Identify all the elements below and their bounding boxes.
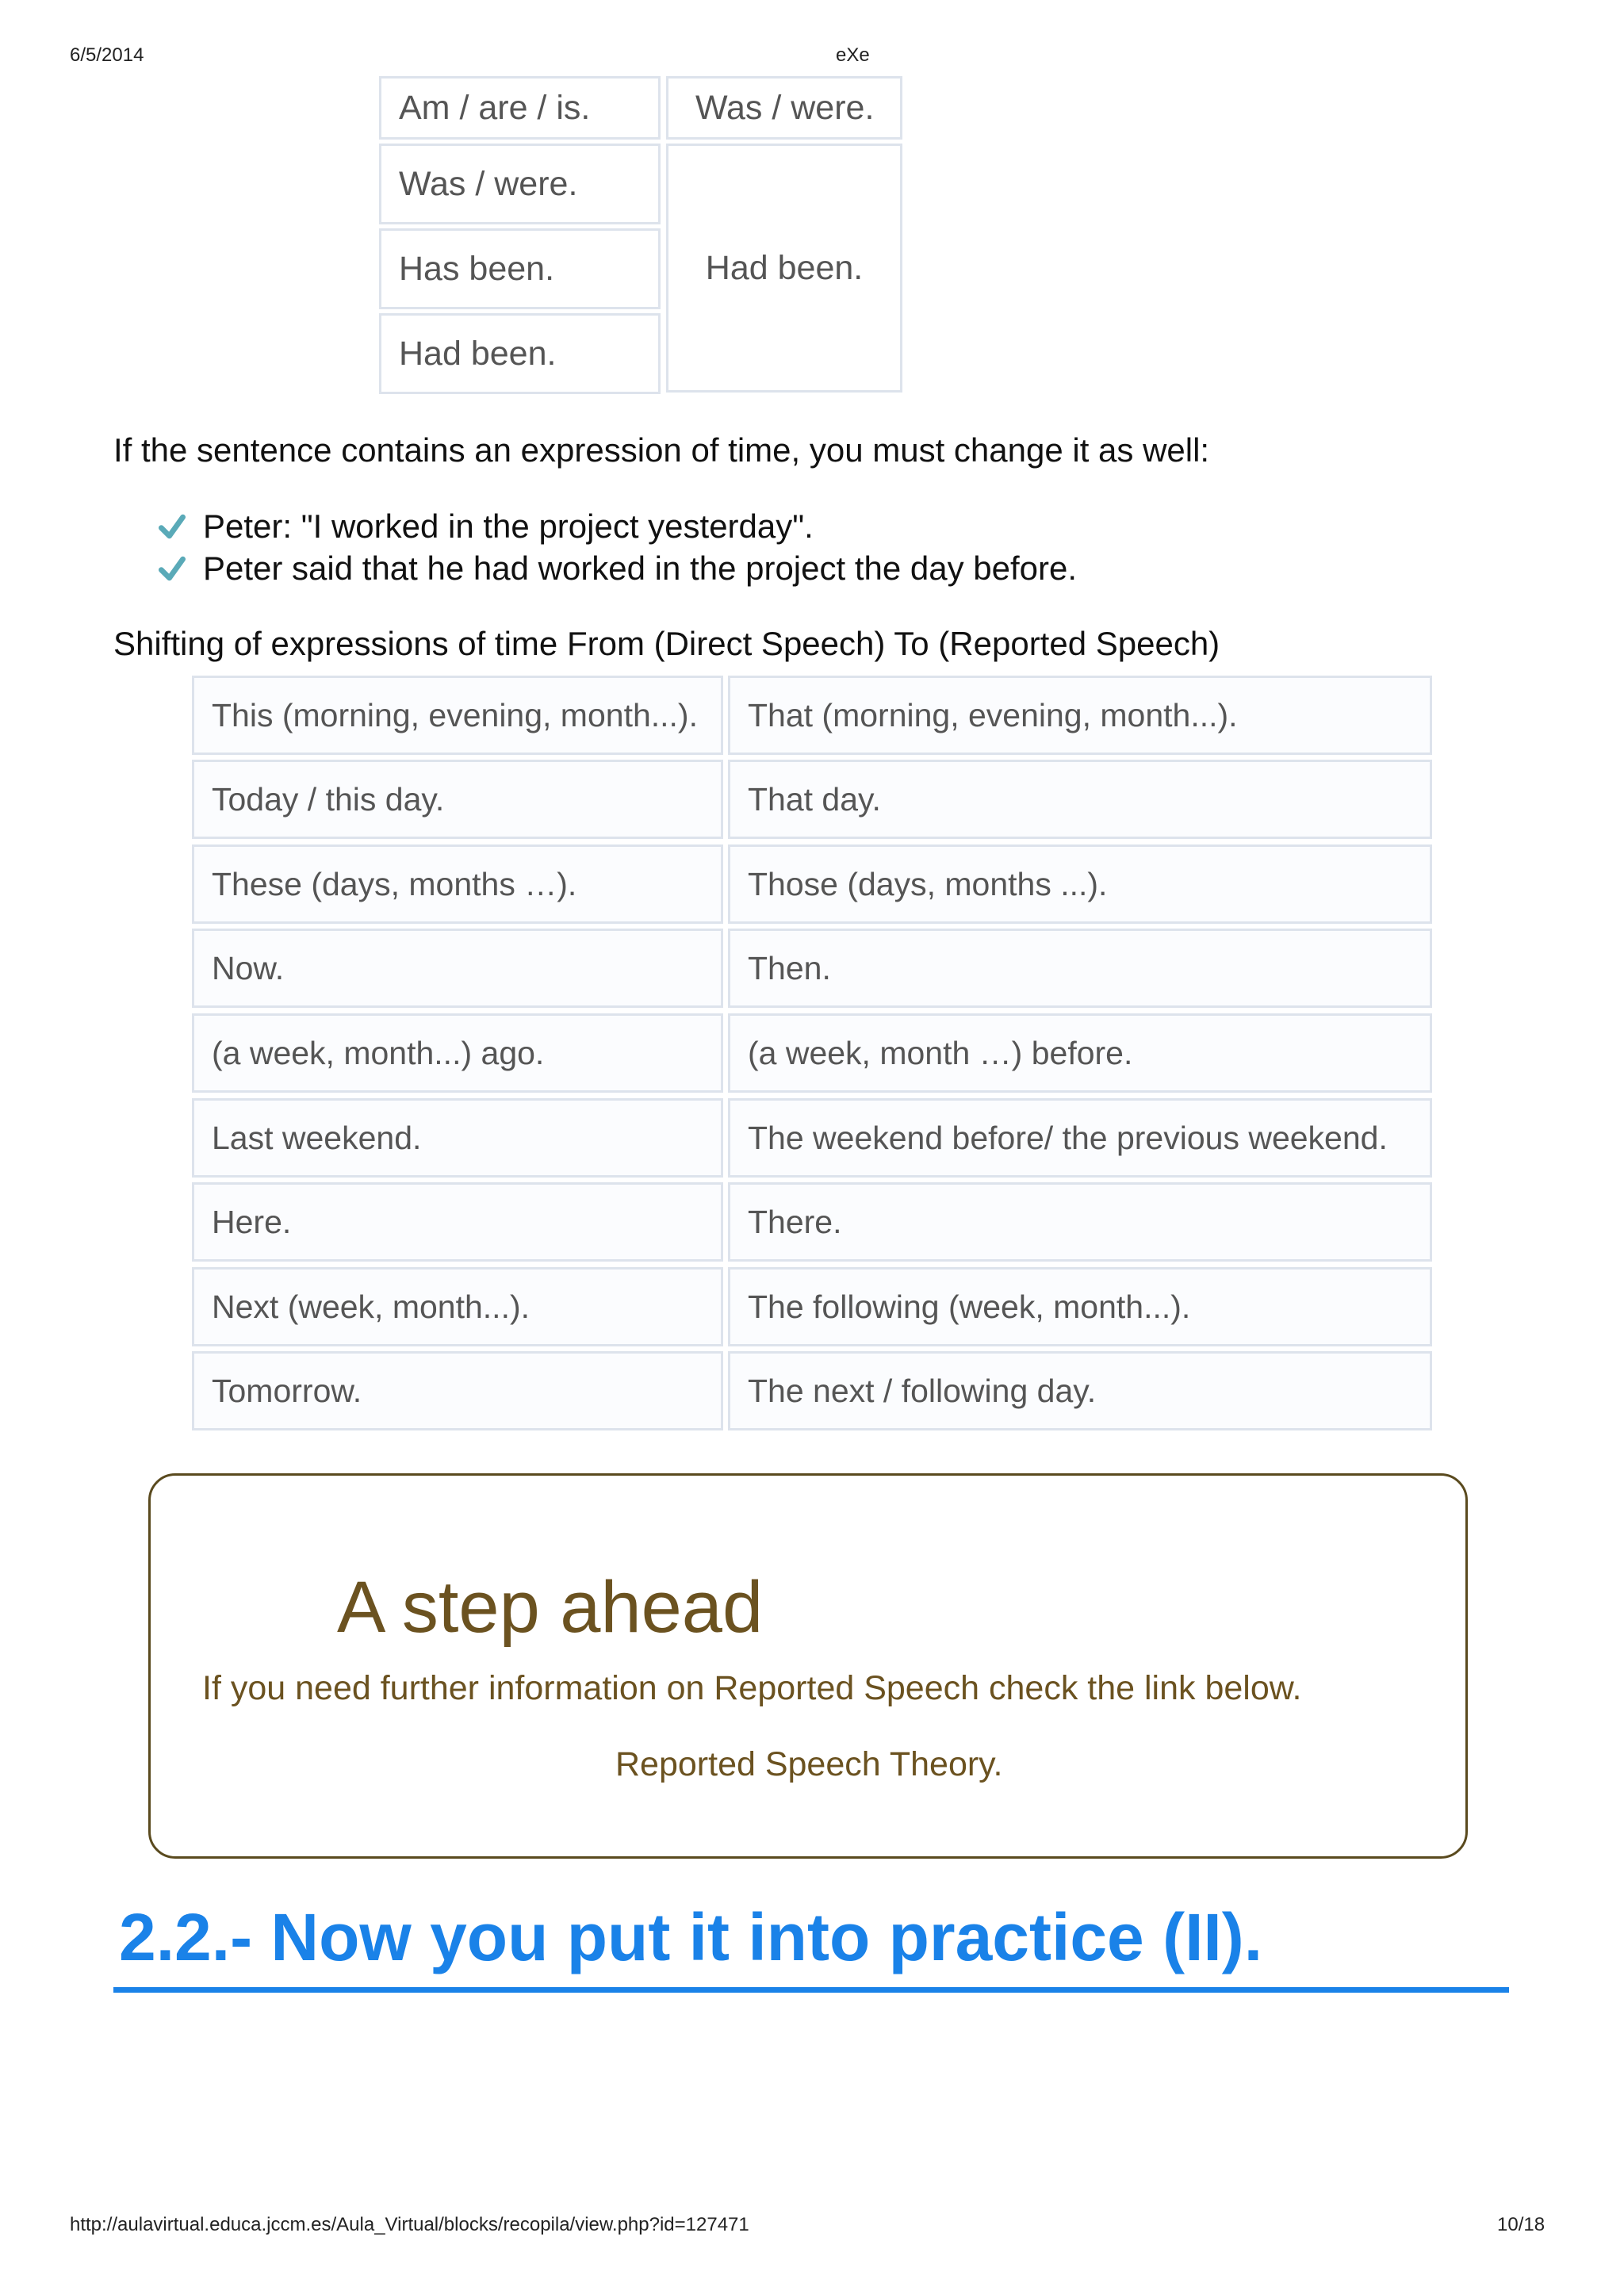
verb-direct-cell: Has been.: [379, 228, 661, 309]
verb-direct-cell: Had been.: [379, 313, 661, 394]
print-title: eXe: [836, 44, 870, 66]
time-from-cell: Tomorrow.: [192, 1351, 723, 1430]
verb-direct-cell: Am / are / is.: [379, 76, 661, 140]
verb-direct-cell: Was / were.: [379, 144, 661, 224]
time-from-cell: Last weekend.: [192, 1098, 723, 1178]
shift-heading: Shifting of expressions of time From (Direct Speech) To (Reported Speech): [113, 625, 1220, 662]
print-date: 6/5/2014: [70, 44, 144, 66]
time-from-cell: Now.: [192, 929, 723, 1008]
time-from-cell: (a week, month...) ago.: [192, 1013, 723, 1093]
time-from-cell: Next (week, month...).: [192, 1267, 723, 1346]
time-from-cell: These (days, months …).: [192, 844, 723, 924]
time-from-cell: This (morning, evening, month...).: [192, 676, 723, 755]
check-icon: [159, 513, 186, 540]
section-title: 2.2.- Now you put it into practice (II).: [119, 1900, 1263, 1974]
time-to-cell: The weekend before/ the previous weekend.: [728, 1098, 1432, 1178]
time-to-cell: There.: [728, 1182, 1432, 1262]
step-ahead-title: A step ahead: [337, 1567, 764, 1648]
time-intro: If the sentence contains an expression of time, you must change it as well:: [113, 431, 1210, 469]
example-text: Peter: "I worked in the project yesterday".: [203, 507, 814, 545]
time-to-cell: That (morning, evening, month...).: [728, 676, 1432, 755]
time-from-cell: Today / this day.: [192, 760, 723, 839]
step-ahead-text: If you need further information on Reported Speech check the link below.: [202, 1669, 1302, 1707]
example-text: Peter said that he had worked in the project the day before.: [203, 550, 1078, 587]
time-to-cell: That day.: [728, 760, 1432, 839]
reported-speech-theory-link[interactable]: Reported Speech Theory.: [615, 1745, 1003, 1783]
step-ahead-box: [148, 1473, 1468, 1859]
example-item: [159, 550, 1077, 588]
check-icon: [159, 555, 186, 582]
time-to-cell: The following (week, month...).: [728, 1267, 1432, 1346]
verb-reported-cell: Had been.: [666, 144, 902, 393]
time-to-cell: (a week, month …) before.: [728, 1013, 1432, 1093]
time-to-cell: Those (days, months ...).: [728, 844, 1432, 924]
example-item: [159, 507, 814, 546]
print-page-number: 10/18: [1497, 2214, 1545, 2235]
verb-reported-cell: Was / were.: [666, 76, 902, 140]
section-underline: [113, 1987, 1509, 1993]
time-to-cell: Then.: [728, 929, 1432, 1008]
print-url: http://aulavirtual.educa.jccm.es/Aula_Virtual/blocks/recopila/view.php?id=127471: [70, 2214, 749, 2235]
time-to-cell: The next / following day.: [728, 1351, 1432, 1430]
time-from-cell: Here.: [192, 1182, 723, 1262]
